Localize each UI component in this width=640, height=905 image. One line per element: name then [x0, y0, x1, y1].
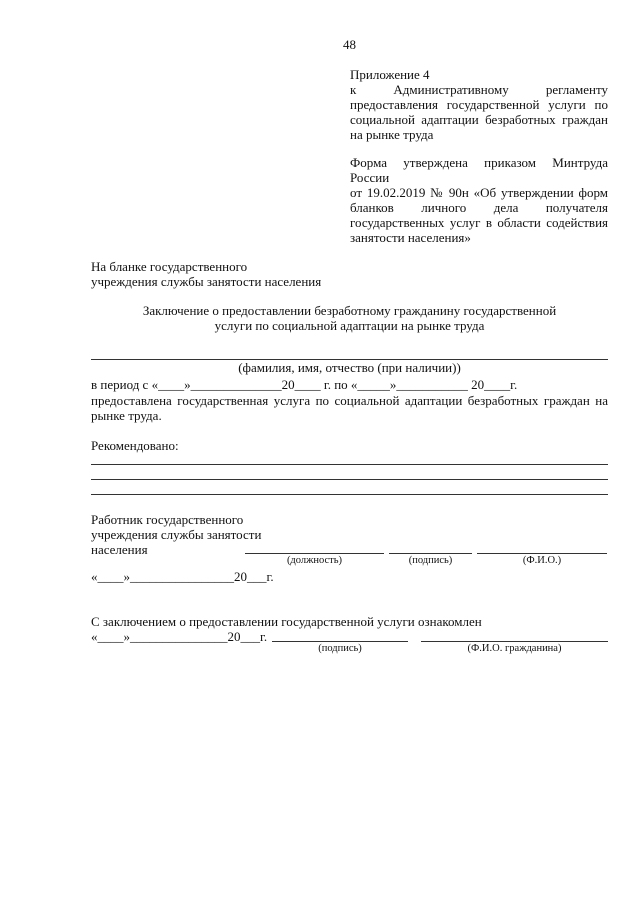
appendix-word: регламенту: [545, 82, 608, 97]
period-line: в период с «____»______________20____ г. по «_____»___________ 20____г.: [91, 377, 518, 392]
document-title: [91, 303, 608, 333]
fio-line: [477, 553, 607, 554]
letterhead: [91, 259, 321, 289]
appendix-line-3: предоставления государственной услуги по: [350, 97, 608, 112]
appendix-line-2: [350, 82, 608, 97]
worker-line-2: учреждения службы занятости: [91, 527, 262, 542]
recommended-line-1: [91, 464, 608, 465]
position-caption: (должность): [286, 555, 343, 566]
acquainted-text: С заключением о предоставлении государственной услуги ознакомлен: [91, 614, 482, 629]
acquainted-fio-line: [421, 641, 608, 642]
name-caption: (фамилия, имя, отчество (при наличии)): [238, 360, 461, 375]
fio-caption: (Ф.И.О.): [522, 555, 562, 566]
worker-line-1: Работник государственного: [91, 512, 244, 527]
appendix-line-4: социальной адаптации безработных граждан: [350, 112, 608, 127]
provided-line-1: предоставлена государственная услуга по социальной адаптации безработных граждан на: [91, 393, 608, 408]
appendix-word: Административному: [393, 82, 509, 97]
worker-label: [91, 512, 261, 557]
approval-block: [350, 155, 608, 245]
approval-line-1: Форма утверждена приказом Минтруда России: [350, 155, 608, 185]
signature-line: [389, 553, 472, 554]
position-line: [245, 553, 384, 554]
appendix-line-5: на рынке труда: [350, 127, 434, 142]
signature-caption: (подпись): [408, 555, 453, 566]
worker-line-3: населения: [91, 542, 148, 557]
approval-word: дела: [493, 200, 519, 215]
title-line-1: Заключение о предоставлении безработному гражданину государственной: [142, 303, 557, 318]
letterhead-line-1: На бланке государственного: [91, 259, 248, 274]
acquainted-date-line: «____»_______________20___г.: [91, 629, 268, 644]
appendix-word: к: [350, 82, 357, 97]
appendix-title: Приложение 4: [350, 67, 430, 82]
worker-date-line: «____»________________20___г.: [91, 569, 274, 584]
approval-line-4: государственных услуг в области содействия: [350, 215, 608, 230]
acquainted-signature-caption: (подпись): [318, 643, 362, 654]
approval-word: бланков: [350, 200, 394, 215]
recommended-line-3: [91, 494, 608, 495]
page-number: 48: [343, 37, 356, 52]
provided-text: [91, 393, 608, 423]
provided-line-2: рынке труда.: [91, 408, 162, 423]
letterhead-line-2: учреждения службы занятости населения: [91, 274, 322, 289]
approval-line-2: от 19.02.2019 № 90н «Об утверждении форм: [350, 185, 608, 200]
approval-line-5: занятости населения»: [350, 230, 471, 245]
acquainted-fio-caption: (Ф.И.О. гражданина): [467, 643, 562, 654]
recommended-label: Рекомендовано:: [91, 438, 179, 453]
approval-line-3: [350, 200, 608, 215]
acquainted-signature-line: [272, 641, 408, 642]
approval-word: получателя: [545, 200, 608, 215]
appendix-block: [350, 67, 608, 142]
recommended-line-2: [91, 479, 608, 480]
approval-word: личного: [421, 200, 467, 215]
title-line-2: услуги по социальной адаптации на рынке труда: [214, 318, 485, 333]
